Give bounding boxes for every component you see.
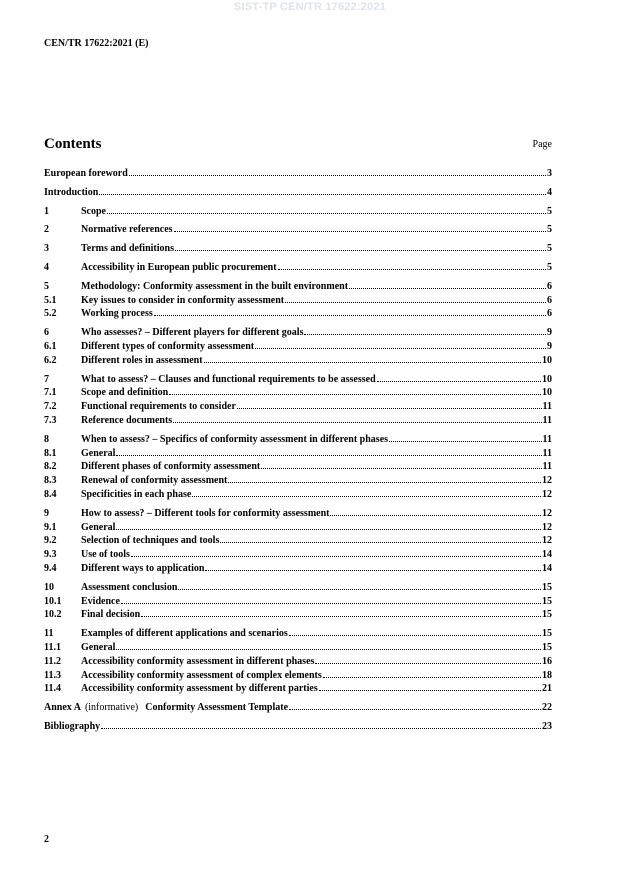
- toc-page: 16: [542, 655, 552, 667]
- toc-number: 8.4: [44, 488, 57, 500]
- toc-number: 4: [44, 261, 49, 273]
- toc-entry-11[interactable]: [44, 627, 552, 641]
- toc-entry-3[interactable]: [44, 242, 552, 256]
- toc-page: 14: [542, 549, 552, 561]
- annex-type: (informative): [84, 702, 139, 714]
- dot-leader: [278, 269, 546, 270]
- toc-title: Renewal of conformity assessment: [81, 475, 228, 487]
- toc-entry-6-1[interactable]: [44, 340, 552, 354]
- toc-page: 22: [542, 702, 552, 714]
- toc-number: 2: [44, 224, 49, 236]
- toc-entry-6[interactable]: [44, 326, 552, 340]
- toc-title: What to assess? – Clauses and functional requirements to be assessed: [81, 373, 376, 385]
- dot-leader: [389, 441, 542, 442]
- toc-group: [44, 223, 552, 237]
- dot-leader: [121, 603, 541, 604]
- toc-title: Functional requirements to consider: [81, 401, 236, 413]
- dot-leader: [377, 381, 541, 382]
- toc-title: How to assess? – Different tools for conformity assessment: [81, 507, 330, 519]
- dot-leader: [315, 663, 541, 664]
- dot-leader: [131, 556, 541, 557]
- page-column-label: Page: [532, 139, 552, 150]
- dot-leader: [175, 250, 546, 251]
- toc-entry-11-2[interactable]: [44, 655, 552, 669]
- toc-page: 12: [542, 475, 552, 487]
- toc-number: 7.2: [44, 401, 57, 413]
- toc-entry-5[interactable]: [44, 280, 552, 294]
- toc-page: 4: [547, 186, 552, 198]
- toc-page: 5: [547, 261, 552, 273]
- toc-entry-11-3[interactable]: [44, 669, 552, 683]
- contents-title: Contents: [44, 136, 102, 152]
- dot-leader: [192, 496, 541, 497]
- dot-leader: [330, 515, 541, 516]
- toc-title: Use of tools: [81, 549, 130, 561]
- toc-title: Accessibility in European public procurement: [81, 261, 277, 273]
- dot-leader: [304, 334, 546, 335]
- toc-title: European foreword: [44, 168, 128, 179]
- dot-leader: [101, 728, 541, 729]
- toc-number: 11: [44, 628, 54, 640]
- dot-leader: [116, 529, 541, 530]
- toc-number: 3: [44, 243, 49, 255]
- toc-title: Scope and definition: [81, 387, 169, 399]
- toc-page: 12: [542, 507, 552, 519]
- toc-number: 6: [44, 327, 49, 339]
- toc-entry-5-2[interactable]: [44, 307, 552, 321]
- toc-title: Terms and definitions: [81, 243, 174, 255]
- toc-number: 11.3: [44, 669, 61, 681]
- toc-number: 5.2: [44, 308, 57, 320]
- toc-group: [44, 433, 552, 502]
- toc-title: Evidence: [81, 595, 120, 607]
- toc-entry-8-2[interactable]: [44, 460, 552, 474]
- toc-number: 7.1: [44, 387, 57, 399]
- toc-page: 10: [542, 354, 552, 366]
- toc-title: When to assess? – Specifics of conformity assessment in different phases: [81, 433, 389, 445]
- toc-entry-6-2[interactable]: [44, 354, 552, 368]
- toc-title: General: [81, 447, 116, 459]
- toc-group: [44, 205, 552, 219]
- toc-number: 10: [44, 581, 54, 593]
- toc-page: 6: [547, 308, 552, 320]
- toc-page: 15: [542, 581, 552, 593]
- toc-group: [44, 186, 552, 200]
- watermark: SIST-TP CEN/TR 17622:2021: [233, 1, 387, 13]
- toc-entry-5-1[interactable]: [44, 294, 552, 308]
- toc-entry-9-4[interactable]: [44, 562, 552, 576]
- toc-number: 9.1: [44, 521, 57, 533]
- dot-leader: [116, 649, 541, 650]
- toc-number: 8.3: [44, 475, 57, 487]
- toc-title: Examples of different applications and scenarios: [81, 628, 288, 640]
- toc-number: 6.2: [44, 354, 57, 366]
- toc-entry-7-2[interactable]: [44, 400, 552, 414]
- toc-entry-9-1[interactable]: [44, 521, 552, 535]
- dot-leader: [141, 616, 541, 617]
- toc-entry-7-3[interactable]: [44, 414, 552, 428]
- toc-page: 10: [542, 387, 552, 399]
- dot-leader: [116, 455, 541, 456]
- toc-page: 14: [542, 562, 552, 574]
- toc-page: 11: [542, 447, 552, 459]
- toc-page: 15: [542, 628, 552, 640]
- toc-entry-annex-a[interactable]: [44, 701, 552, 715]
- toc-title: Final decision: [81, 609, 141, 621]
- toc-group: [44, 280, 552, 321]
- toc-group: [44, 242, 552, 256]
- toc-entry-8[interactable]: [44, 433, 552, 447]
- dot-leader: [173, 422, 541, 423]
- toc-title: Assessment conclusion: [81, 581, 178, 593]
- toc-title: Who assesses? – Different players for different goals: [81, 327, 304, 339]
- toc-page: 23: [542, 720, 552, 732]
- toc-title: Accessibility conformity assessment in different phases: [81, 655, 315, 667]
- dot-leader: [349, 288, 546, 289]
- toc-entry-european-foreword[interactable]: [44, 167, 552, 181]
- toc-page: 21: [542, 683, 552, 695]
- toc-title: Conformity Assessment Template: [145, 702, 289, 714]
- toc-entry-1[interactable]: [44, 205, 552, 219]
- page-number: 2: [44, 834, 49, 845]
- dot-leader: [255, 348, 546, 349]
- dot-leader: [205, 570, 541, 571]
- dot-leader: [237, 408, 542, 409]
- toc-title: Scope: [81, 205, 106, 217]
- toc-entry-9[interactable]: [44, 507, 552, 521]
- dot-leader: [129, 175, 546, 176]
- toc-group: [44, 507, 552, 576]
- toc-number: 8.1: [44, 447, 57, 459]
- toc-title: Selection of techniques and tools: [81, 535, 220, 547]
- annex-designation: Annex A: [44, 702, 81, 714]
- toc-title: Accessibility conformity assessment of complex elements: [81, 669, 322, 681]
- toc-title: Working process: [81, 308, 153, 320]
- toc-number: 11.1: [44, 641, 61, 653]
- toc-entry-4[interactable]: [44, 261, 552, 275]
- toc-page: 5: [547, 205, 552, 217]
- toc-entry-10-1[interactable]: [44, 595, 552, 609]
- dot-leader: [228, 482, 541, 483]
- toc-page: 10: [542, 373, 552, 385]
- toc-number: 5: [44, 280, 49, 292]
- toc-entry-7[interactable]: [44, 373, 552, 387]
- toc-group: [44, 701, 552, 715]
- toc-page: 11: [542, 401, 552, 413]
- toc-page: 15: [542, 595, 552, 607]
- toc-page: 12: [542, 488, 552, 500]
- toc-group: [44, 167, 552, 181]
- dot-leader: [107, 213, 546, 214]
- toc-entry-2[interactable]: [44, 223, 552, 237]
- toc-number: 8.2: [44, 461, 57, 473]
- dot-leader: [261, 468, 541, 469]
- dot-leader: [323, 677, 541, 678]
- toc-entry-introduction[interactable]: [44, 186, 552, 200]
- toc-group: [44, 326, 552, 367]
- toc-entry-11-4[interactable]: [44, 682, 552, 696]
- toc-number: 9.3: [44, 549, 57, 561]
- dot-leader: [204, 362, 541, 363]
- toc-group: [44, 581, 552, 622]
- toc-page: 9: [547, 327, 552, 339]
- dot-leader: [285, 302, 546, 303]
- dot-leader: [289, 709, 541, 710]
- toc-title: Accessibility conformity assessment by different parties: [81, 683, 318, 695]
- toc-page: 11: [542, 414, 552, 426]
- toc-number: 10.1: [44, 595, 62, 607]
- toc-group: [44, 261, 552, 275]
- toc-title: Normative references: [81, 224, 173, 236]
- toc-entry-7-1[interactable]: [44, 386, 552, 400]
- dot-leader: [289, 635, 541, 636]
- toc-number: 9: [44, 507, 49, 519]
- toc-title: Different roles in assessment: [81, 354, 203, 366]
- toc-number: 9.4: [44, 562, 57, 574]
- dot-leader: [178, 589, 541, 590]
- toc-entry-10[interactable]: [44, 581, 552, 595]
- toc-entry-8-4[interactable]: [44, 488, 552, 502]
- toc-number: 10.2: [44, 609, 62, 621]
- toc-page: 15: [542, 641, 552, 653]
- toc-number: 7: [44, 373, 49, 385]
- toc-page: 5: [547, 224, 552, 236]
- toc-entry-9-2[interactable]: [44, 534, 552, 548]
- toc-entry-11-1[interactable]: [44, 641, 552, 655]
- toc-page: 15: [542, 609, 552, 621]
- dot-leader: [154, 315, 546, 316]
- toc-group: [44, 373, 552, 428]
- toc-number: 8: [44, 433, 49, 445]
- toc-entry-10-2[interactable]: [44, 608, 552, 622]
- table-of-contents: [44, 167, 552, 739]
- toc-entry-bibliography[interactable]: [44, 720, 552, 734]
- toc-group: [44, 720, 552, 734]
- toc-title: General: [81, 641, 116, 653]
- document-id: CEN/TR 17622:2021 (E): [44, 38, 149, 49]
- toc-page: 12: [542, 521, 552, 533]
- dot-leader: [174, 231, 546, 232]
- toc-title: General: [81, 521, 116, 533]
- toc-title: Reference documents: [81, 414, 173, 426]
- toc-title: Different phases of conformity assessment: [81, 461, 261, 473]
- toc-title: Specificities in each phase: [81, 488, 192, 500]
- toc-title: Different types of conformity assessment: [81, 340, 255, 352]
- toc-number: 11.4: [44, 683, 61, 695]
- toc-title: Different ways to application: [81, 562, 205, 574]
- toc-page: 5: [547, 243, 552, 255]
- toc-number: 1: [44, 205, 49, 217]
- toc-number: 6.1: [44, 340, 57, 352]
- toc-page: 6: [547, 294, 552, 306]
- dot-leader: [169, 394, 541, 395]
- dot-leader: [99, 194, 546, 195]
- toc-page: 6: [547, 280, 552, 292]
- dot-leader: [319, 690, 541, 691]
- toc-entry-8-1[interactable]: [44, 447, 552, 461]
- toc-page: 11: [542, 433, 552, 445]
- toc-group: [44, 627, 552, 696]
- toc-number: 11.2: [44, 655, 61, 667]
- toc-title: Bibliography: [44, 720, 101, 732]
- toc-number: 5.1: [44, 294, 57, 306]
- toc-number: 9.2: [44, 535, 57, 547]
- toc-page: 11: [542, 461, 552, 473]
- toc-number: 7.3: [44, 414, 57, 426]
- toc-title: Methodology: Conformity assessment in the built environment: [81, 280, 349, 292]
- toc-page: 18: [542, 669, 552, 681]
- toc-title: Introduction: [44, 186, 99, 198]
- toc-title: Key issues to consider in conformity assessment: [81, 294, 285, 306]
- toc-entry-9-3[interactable]: [44, 548, 552, 562]
- toc-entry-8-3[interactable]: [44, 474, 552, 488]
- toc-page: 3: [547, 168, 552, 179]
- toc-page: 9: [547, 340, 552, 352]
- dot-leader: [220, 542, 541, 543]
- toc-page: 12: [542, 535, 552, 547]
